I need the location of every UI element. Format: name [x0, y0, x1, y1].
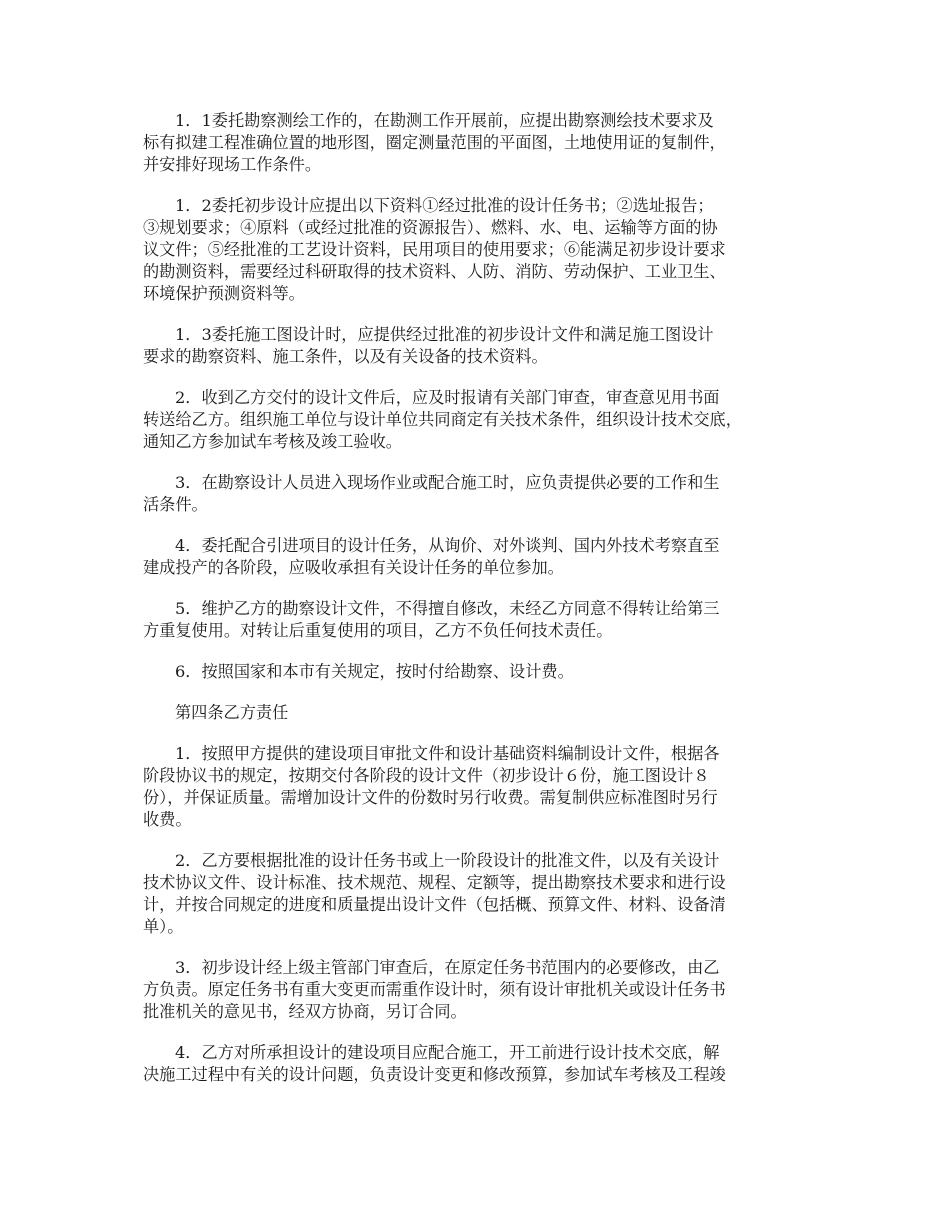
paragraph-line: 活条件。	[143, 495, 208, 514]
paragraph-line: 1．按照甲方提供的建设项目审批文件和设计基础资料编制设计文件，根据各	[175, 744, 720, 763]
paragraph-line: 5．维护乙方的勘察设计文件，不得擅自修改，未经乙方同意不得转让给第三	[175, 599, 720, 618]
paragraph-line: 1．3委托施工图设计时，应提供经过批准的初步设计文件和满足施工图设计	[175, 325, 714, 344]
paragraph-line: 建成投产的各阶段，应吸收承担有关设计任务的单位参加。	[143, 558, 564, 577]
paragraph-line: 技术协议文件、设计标准、技术规范、规程、定额等，提出勘察技术要求和进行设	[143, 873, 726, 892]
paragraph-p1-1	[143, 110, 823, 176]
paragraph-p2	[143, 387, 823, 453]
paragraph-line: 要求的勘察资料、施工条件，以及有关设备的技术资料。	[143, 347, 548, 366]
paragraph-line: 环境保护预测资料等。	[143, 284, 305, 303]
paragraph-line: 方负责。原定任务书有重大变更而需重作设计时，须有设计审批机关或设计任务书	[143, 980, 726, 999]
paragraph-line: 的勘测资料，需要经过科研取得的技术资料、人防、消防、劳动保护、工业卫生、	[143, 262, 726, 281]
paragraph-line: 转送给乙方。组织施工单位与设计单位共同商定有关技术条件，组织设计技术交底，	[143, 410, 742, 429]
paragraph-line: 1．1委托勘察测绘工作的，在勘测工作开展前，应提出勘察测绘技术要求及	[175, 111, 714, 130]
section-heading-text: 第四条乙方责任	[175, 703, 289, 722]
paragraph-line: 单）。	[143, 917, 184, 936]
paragraph-line: 2．乙方要根据批准的设计任务书或上一阶段设计的批准文件，以及有关设计	[175, 851, 720, 870]
paragraph-b1	[143, 743, 823, 831]
paragraph-p1-2	[143, 195, 823, 305]
paragraph-p4	[143, 535, 823, 579]
paragraph-line: 批准机关的意见书，经双方协商，另订合同。	[143, 1002, 467, 1021]
paragraph-line: 方重复使用。对转让后重复使用的项目，乙方不负任何技术责任。	[143, 621, 613, 640]
document-body	[143, 110, 823, 1105]
paragraph-line: 阶段协议书的规定，按期交付各阶段的设计文件（初步设计６份，施工图设计８	[143, 766, 710, 785]
paragraph-line: 议文件；⑤经批准的工艺设计资料，民用项目的使用要求；⑥能满足初步设计要求	[143, 240, 726, 259]
paragraph-line: 6．按照国家和本市有关规定，按时付给勘察、设计费。	[175, 662, 574, 681]
paragraph-line: 决施工过程中有关的设计问题，负责设计变更和修改预算，参加试车考核及工程竣	[143, 1065, 726, 1084]
paragraph-b4	[143, 1042, 823, 1086]
paragraph-p3	[143, 472, 823, 516]
paragraph-b3	[143, 957, 823, 1023]
paragraph-p1-3	[143, 324, 823, 368]
paragraph-b2	[143, 850, 823, 938]
paragraph-line: 4．委托配合引进项目的设计任务，从询价、对外谈判、国内外技术考察直至	[175, 536, 720, 555]
paragraph-p5	[143, 598, 823, 642]
paragraph-line: 1．2委托初步设计应提出以下资料①经过批准的设计任务书；②选址报告；	[175, 196, 714, 215]
paragraph-line: 3．在勘察设计人员进入现场作业或配合施工时，应负责提供必要的工作和生	[175, 473, 720, 492]
paragraph-p6	[143, 661, 823, 683]
paragraph-line: 通知乙方参加试车考核及竣工验收。	[143, 432, 402, 451]
paragraph-line: 收费。	[143, 810, 192, 829]
paragraph-line: 计，并按合同规定的进度和质量提出设计文件（包括概、预算文件、材料、设备清	[143, 895, 726, 914]
paragraph-line: 2．收到乙方交付的设计文件后，应及时报请有关部门审查，审查意见用书面	[175, 388, 720, 407]
section-heading	[143, 702, 823, 724]
paragraph-line: 份），并保证质量。需增加设计文件的份数时另行收费。需复制供应标准图时另行	[143, 788, 718, 807]
paragraph-line: ③规划要求；④原料（或经过批准的资源报告）、燃料、水、电、运输等方面的协	[143, 218, 718, 237]
paragraph-line: 4．乙方对所承担设计的建设项目应配合施工，开工前进行设计技术交底，解	[175, 1043, 720, 1062]
paragraph-line: 并安排好现场工作条件。	[143, 155, 322, 174]
paragraph-line: 标有拟建工程准确位置的地形图，圈定测量范围的平面图，土地使用证的复制件，	[143, 133, 726, 152]
paragraph-line: 3．初步设计经上级主管部门审查后，在原定任务书范围内的必要修改，由乙	[175, 958, 720, 977]
